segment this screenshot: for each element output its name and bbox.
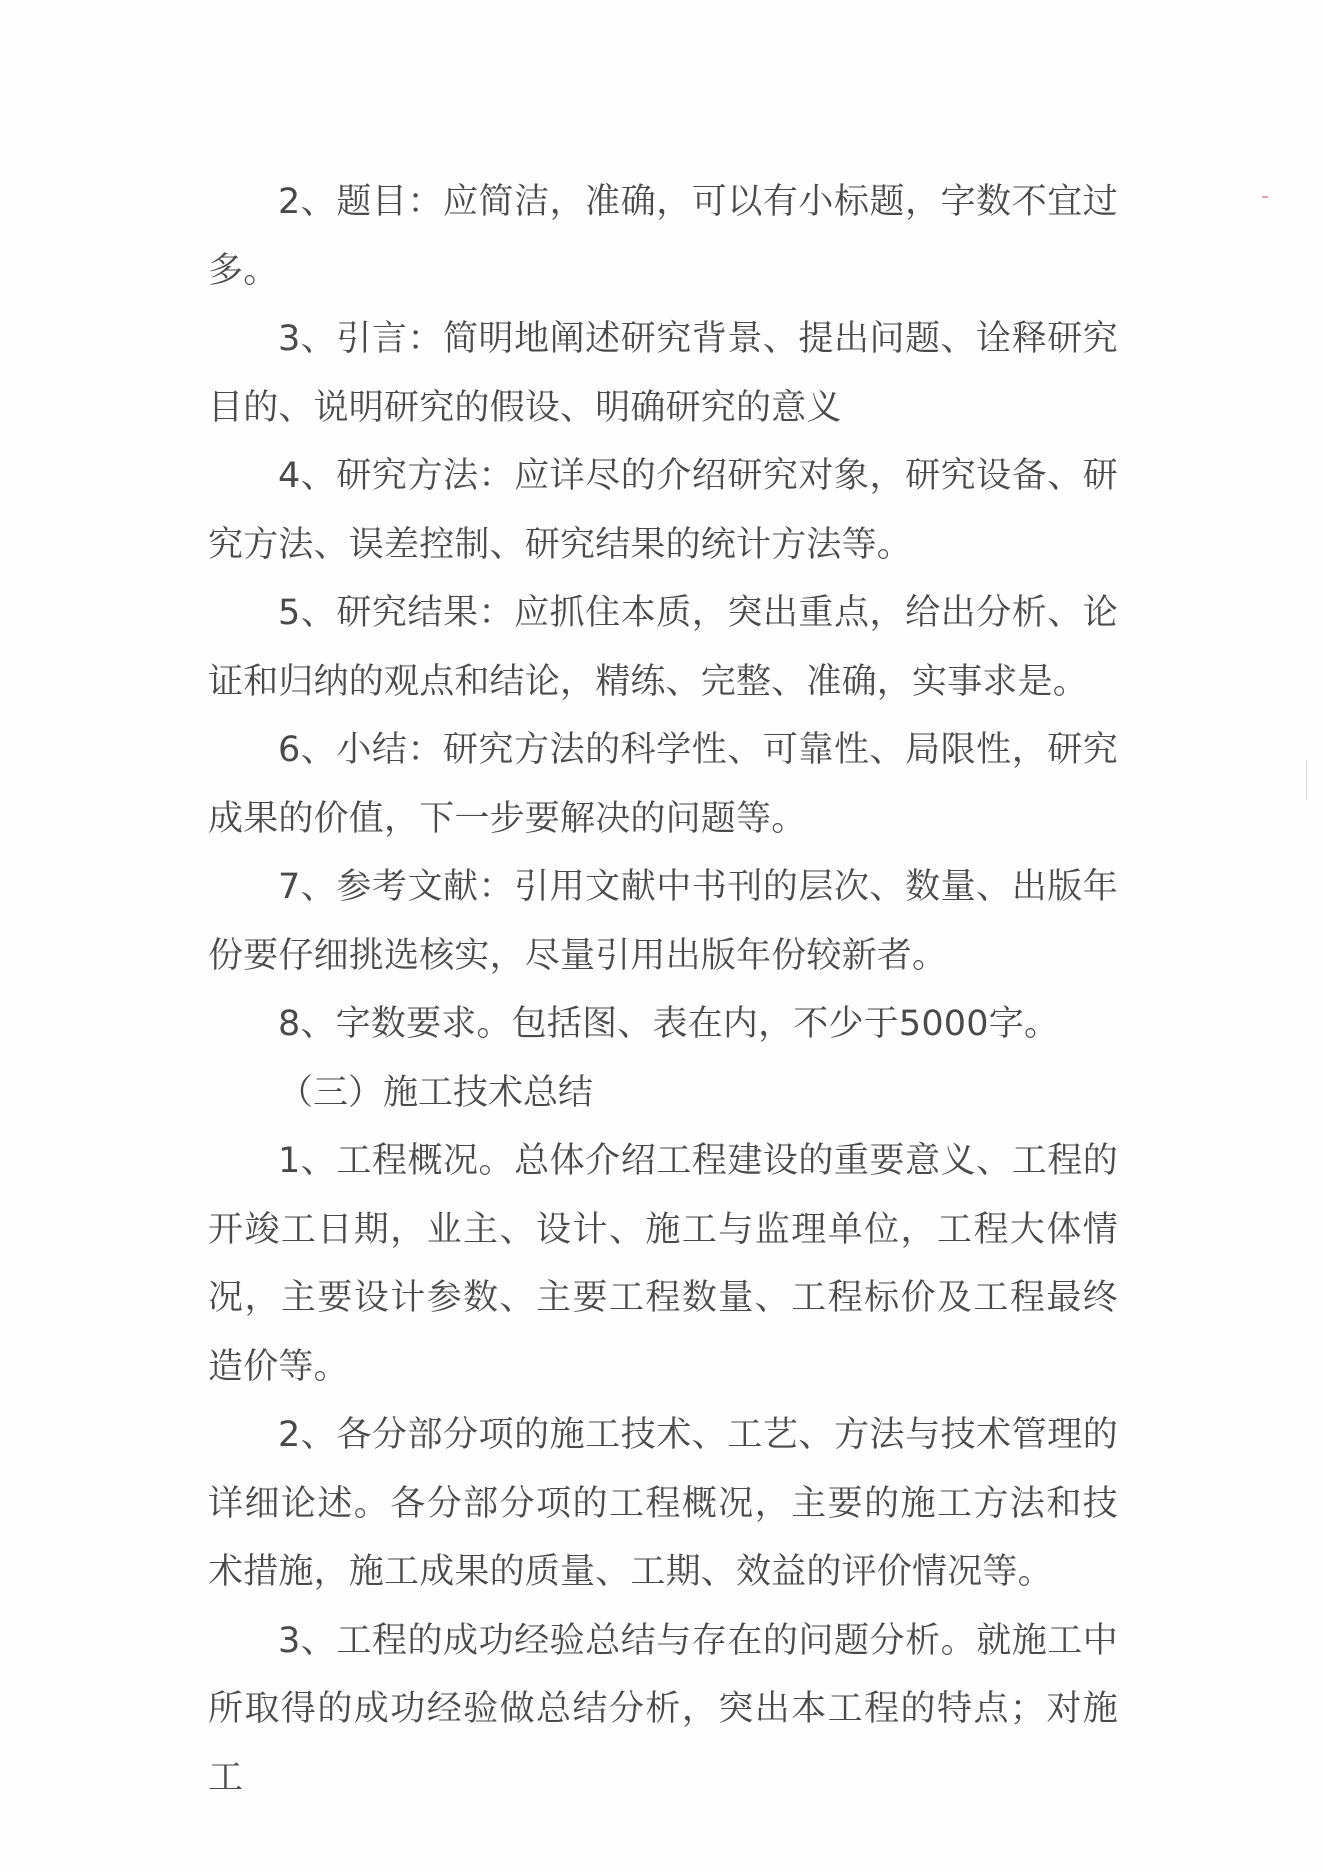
paragraph-summary: 6、小结：研究方法的科学性、可靠性、局限性，研究成果的价值，下一步要解决的问题等。 <box>208 730 1118 839</box>
paragraph-project-overview: 1、工程概况。总体介绍工程建设的重要意义、工程的开竣工日期，业主、设计、施工与监理单位，工程大体情况，主要设计参数、主要工程数量、工程标价及工程最终造价等。 <box>208 1141 1118 1387</box>
paragraph-research-method: 4、研究方法：应详尽的介绍研究对象，研究设备、研究方法、误差控制、研究结果的统计方法等。 <box>208 456 1118 565</box>
paragraph-references: 7、参考文献：引用文献中书刊的层次、数量、出版年份要仔细挑选核实，尽量引用出版年份较新者。 <box>208 867 1118 976</box>
paragraph-title-requirement: 2、题目：应简洁，准确，可以有小标题，字数不宜过多。 <box>208 182 1118 291</box>
paragraph-introduction: 3、引言：简明地阐述研究背景、提出问题、诠释研究目的、说明研究的假设、明确研究的意义 <box>208 319 1118 428</box>
paragraph-research-results: 5、研究结果：应抓住本质，突出重点，给出分析、论证和归纳的观点和结论，精练、完整、准确，实事求是。 <box>208 593 1118 702</box>
scan-edge-mark <box>1306 760 1307 800</box>
paragraph-experience-summary: 3、工程的成功经验总结与存在的问题分析。就施工中所取得的成功经验做总结分析，突出本工程的特点；对施工 <box>208 1620 1118 1798</box>
section-heading: （三）施工技术总结 <box>278 1072 594 1113</box>
scan-speck <box>1262 196 1268 198</box>
paragraph-construction-technology: 2、各分部分项的施工技术、工艺、方法与技术管理的详细论述。各分部分项的工程概况，主要的施工方法和技术措施，施工成果的质量、工期、效益的评价情况等。 <box>208 1415 1118 1592</box>
document-body <box>208 168 1118 1812</box>
paragraph-word-count: 8、字数要求。包括图、表在内，不少于5000字。 <box>278 1004 1060 1044</box>
